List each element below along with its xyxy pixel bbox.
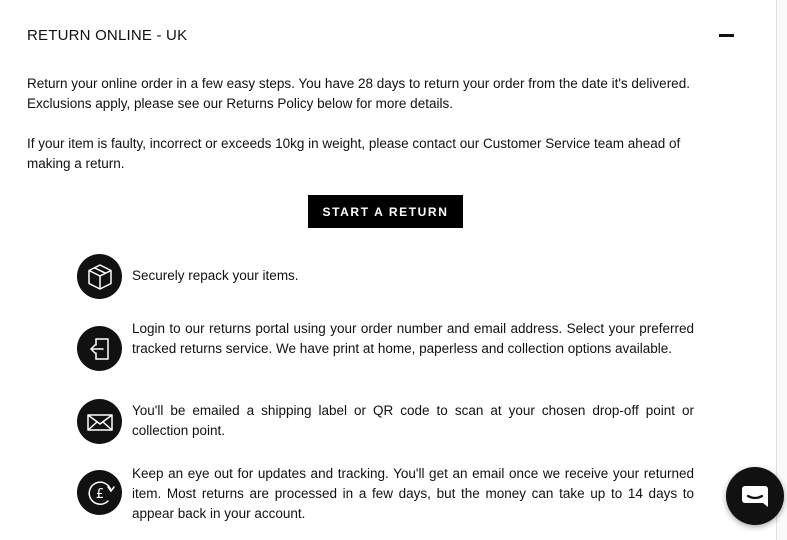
minus-icon[interactable] [719,34,734,37]
accordion-title: RETURN ONLINE - UK [27,27,188,44]
intro-text: Return your online order in a few easy steps. You have 28 days to return your order from the date it's delivered. Exclusions apply, please see our Returns Policy below for more details. [27,76,690,111]
step-text-tracking: Keep an eye out for updates and tracking. You'll get an email once we receive your returned item. Most returns are processed in a few days, but the money can take up to 14 days to appear back in your account. [132,466,694,521]
start-a-return-button[interactable]: START A RETURN [308,195,463,228]
box-icon [77,254,122,299]
pound-refund-icon [77,470,122,515]
faulty-notice-text: If your item is faulty, incorrect or exceeds 10kg in weight, please contact our Customer Service team ahead of making a return. [27,136,681,171]
chat-icon [740,483,770,509]
step-text-repack: Securely repack your items. [132,268,299,283]
svg-text:£: £ [95,486,104,502]
step-text-shipping-label: You'll be emailed a shipping label or QR code to scan at your chosen drop-off point or collection point. [132,403,694,438]
login-icon [77,326,122,371]
accordion-header-return-online-uk[interactable] [0,18,776,54]
chat-button[interactable] [726,467,784,525]
envelope-icon [77,399,122,444]
step-text-login-portal: Login to our returns portal using your order number and email address. Select your preferred tracked returns service. We have print at home, paperless and collection options available. [132,321,694,356]
scrollbar-track[interactable] [777,0,787,540]
